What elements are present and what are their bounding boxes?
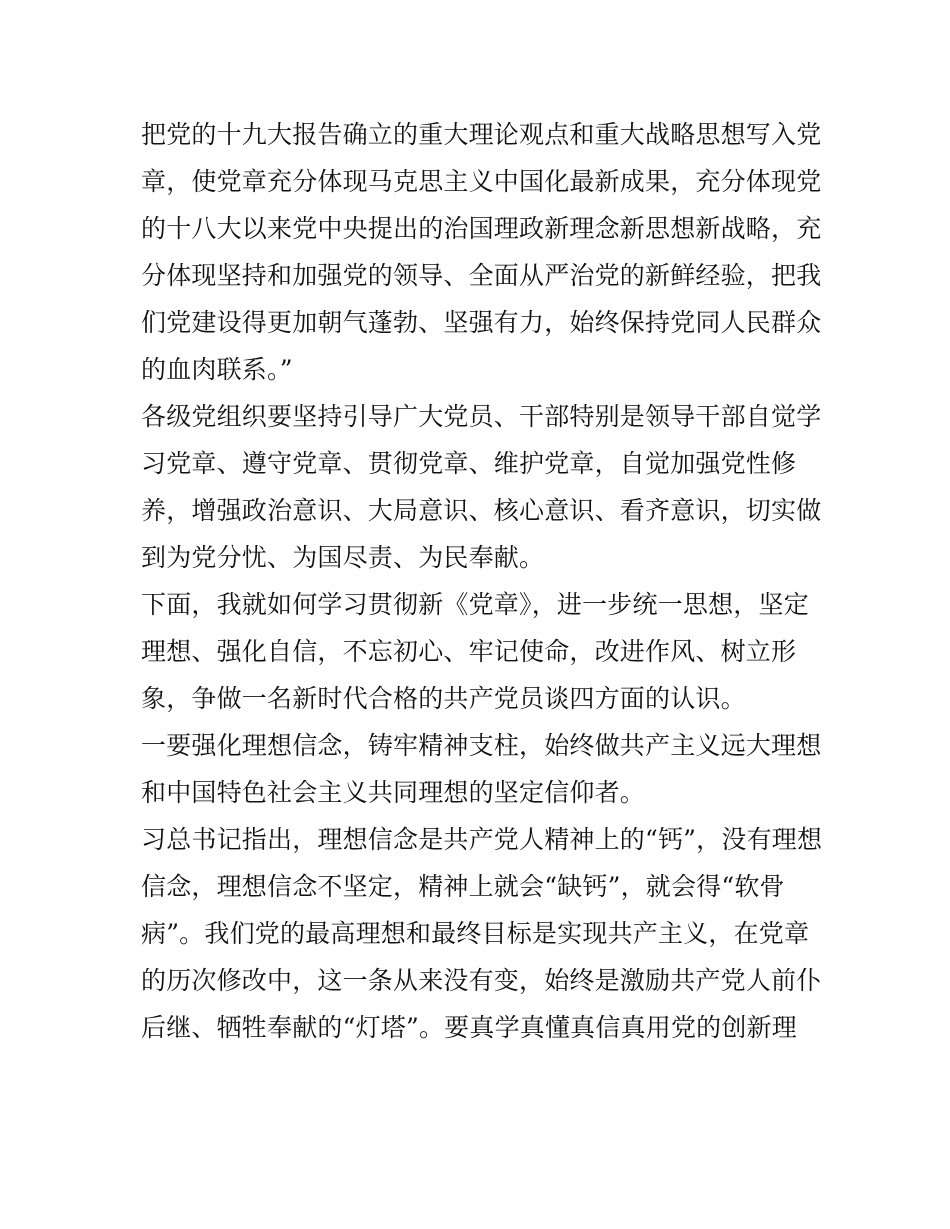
- text-line: 下面，我就如何学习贯彻新《党章》，进一步统一思想，坚定: [141, 590, 809, 619]
- body-text: [141, 111, 821, 1051]
- text-line: 们党建设得更加朝气蓬勃、坚强有力，始终保持党同人民群众: [141, 308, 822, 337]
- text-line: 一要强化理想信念，铸牢精神支柱，始终做共产主义远大理想: [141, 731, 822, 760]
- text-line: 和中国特色社会主义共同理想的坚定信仰者。: [141, 778, 646, 807]
- text-line: 各级党组织要坚持引导广大党员、干部特别是领导干部自觉学: [141, 402, 822, 431]
- text-line: 信念，理想信念不坚定，精神上就会“缺钙”，就会得“软骨: [141, 872, 785, 901]
- text-line: 到为党分忧、为国尽责、为民奉献。: [141, 543, 545, 572]
- text-line: 养，增强政治意识、大局意识、核心意识、看齐意识，切实做: [141, 496, 822, 525]
- text-line: 象，争做一名新时代合格的共产党员谈四方面的认识。: [141, 684, 746, 713]
- text-line: 习总书记指出，理想信念是共产党人精神上的“钙”，没有理想: [141, 825, 823, 854]
- text-line: 章，使党章充分体现马克思主义中国化最新成果，充分体现党: [141, 167, 822, 196]
- text-line: 的十八大以来党中央提出的治国理政新理念新思想新战略，充: [141, 214, 822, 243]
- text-line: 的历次修改中，这一条从来没有变，始终是激励共产党人前仆: [141, 966, 822, 995]
- text-line: 病”。我们党的最高理想和最终目标是实现共产主义，在党章: [141, 919, 810, 948]
- text-line: 后继、牺牲奉献的“灯塔”。要真学真懂真信真用党的创新理: [141, 1013, 797, 1042]
- text-line: 分体现坚持和加强党的领导、全面从严治党的新鲜经验，把我: [141, 261, 822, 290]
- text-line: 的血肉联系。”: [141, 355, 293, 384]
- text-line: 把党的十九大报告确立的重大理论观点和重大战略思想写入党: [141, 120, 822, 149]
- text-line: 习党章、遵守党章、贯彻党章、维护党章，自觉加强党性修: [141, 449, 797, 478]
- text-line: 理想、强化自信，不忘初心、牢记使命，改进作风、树立形: [141, 637, 797, 666]
